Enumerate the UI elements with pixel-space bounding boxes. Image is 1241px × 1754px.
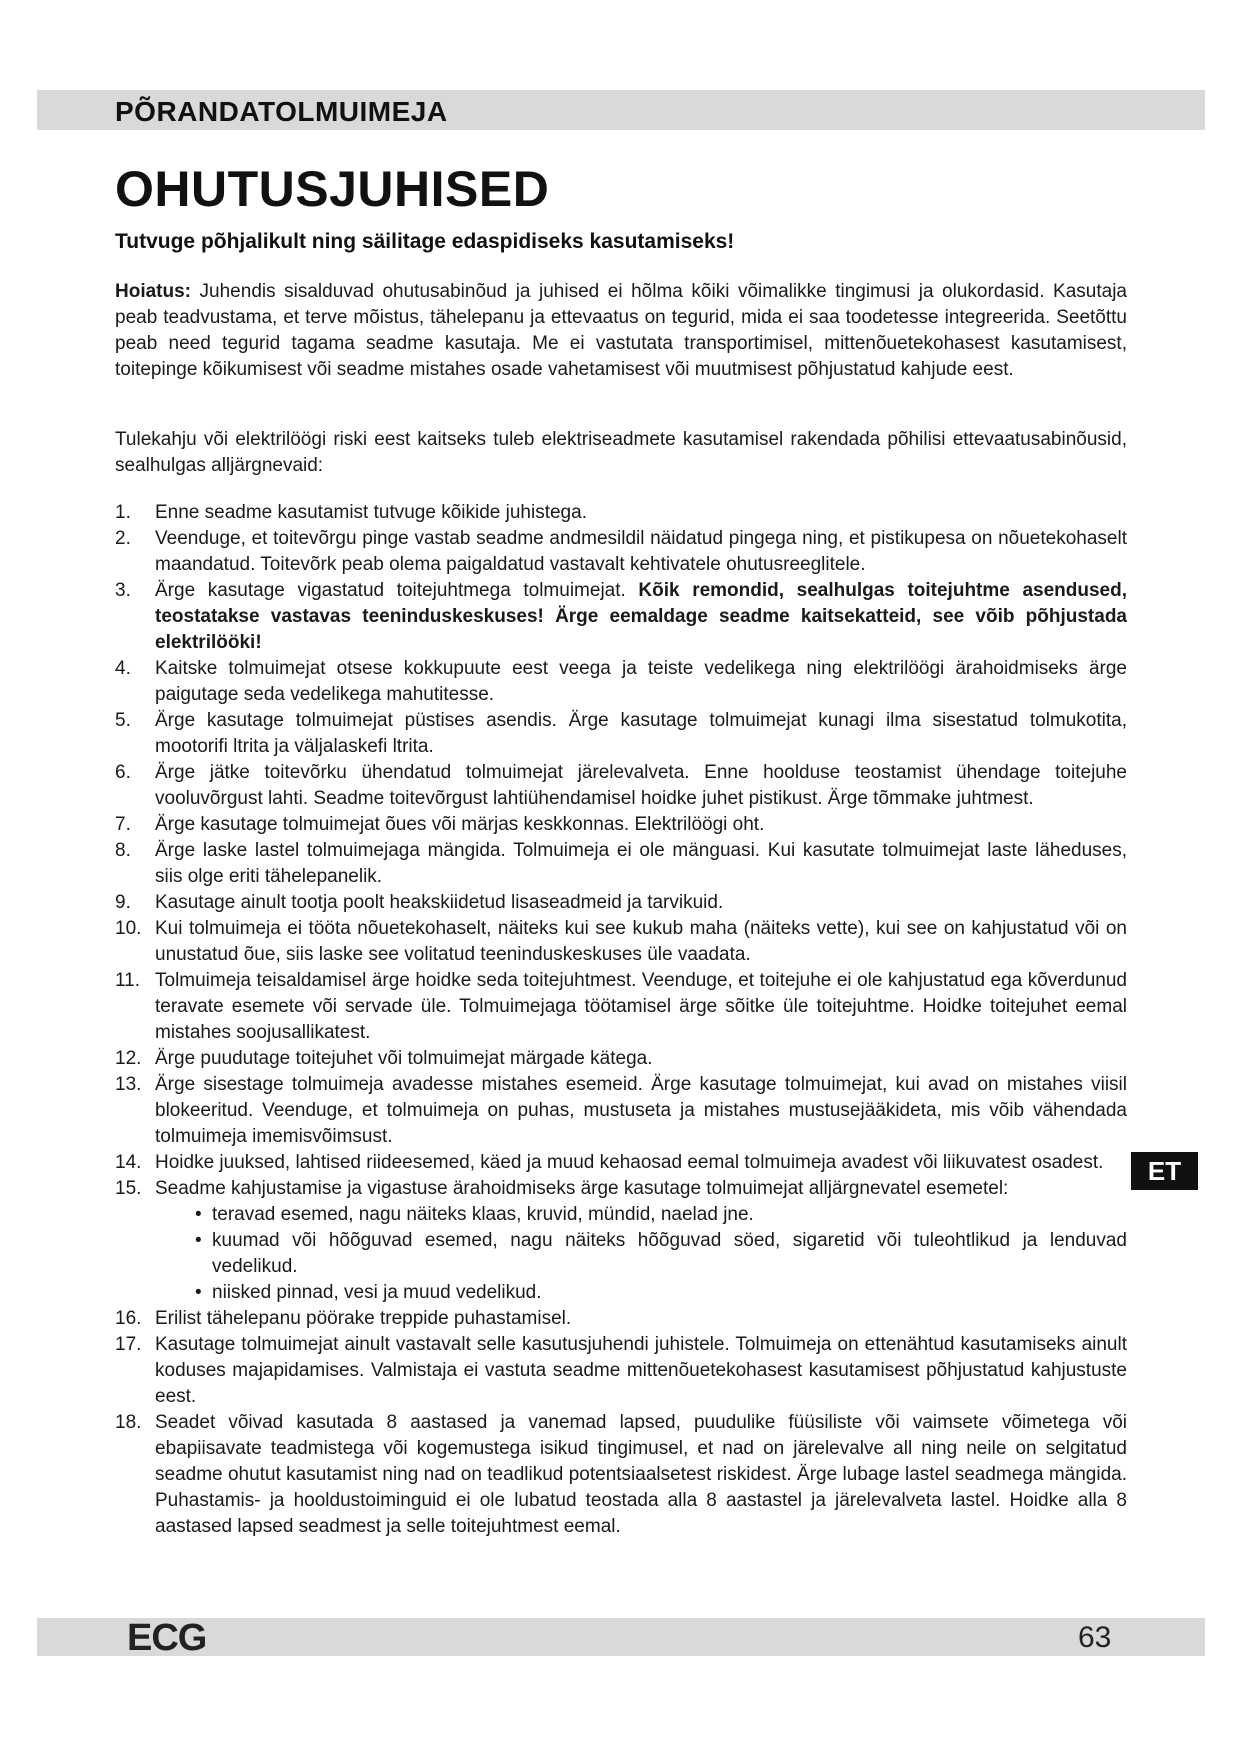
rule-item: 14. Hoidke juuksed, lahtised riideesemed, käed ja muud kehaosad eemal tolmuimeja avadest või liikuvatest osadest. [115,1152,1104,1173]
footer-bar [37,1618,1205,1656]
rule-item: 8. Ärge laske lastel tolmuimejaga mängida. Tolmuimeja ei ole mänguasi. Kui kasutate tolmuimejat laste läheduses, siis olge eriti tähelepanelik. [115,840,1127,887]
rule-item: 5. Ärge kasutage tolmuimejat püstises asendis. Ärge kasutage tolmuimejat kunagi ilma sisestatud tolmukotita, mootorifi ltrita ja väljalaskefi ltrita. [115,710,1127,757]
warning-paragraph [115,279,1127,383]
brand-logo: ECG [127,1617,207,1659]
rule-item: 9. Kasutage ainult tootja poolt heakskiidetud lisaseadmeid ja tarvikuid. [115,892,724,913]
intro-paragraph: Tulekahju või elektrilöögi riski eest kaitseks tuleb elektriseadmete kasutamisel rakendada põhilisi ettevaatusabinõusid, sealhulgas alljärgnevaid: [115,429,1127,476]
bullet-item: • kuumad või hõõguvad esemed, nagu näiteks hõõguvad söed, sigaretid või tuleohtlikud ja lenduvad vedelikud. [195,1230,1127,1277]
rule-item: 13. Ärge sisestage tolmuimeja avadesse mistahes esemeid. Ärge kasutage tolmuimejat, kui avad on mistahes viisil blokeeritud. Veenduge, et tolmuimeja on puhas, mustuseta ja mistahes mustusejääkideta, mis võib vähendada tolmuimeja imemisvõimsust. [115,1074,1127,1147]
rule-item: 2. Veenduge, et toitevõrgu pinge vastab seadme andmesildil näidatud pingega ning, et pistikupesa on nõuetekohaselt maandatud. Toitevõrk peab olema paigaldatud vastavalt kehtivatele ohutusreeglitele. [115,528,1127,575]
rule-item: 11. Tolmuimeja teisaldamisel ärge hoidke seda toitejuhtmest. Veenduge, et toitejuhe ei ole kahjustatud ega kõverdunud teravate esemete või servade üle. Tolmuimejaga töötamisel ärge sõitke üle toitejuhtme. Hoidke toitejuhet eemal mistahes soojusallikatest. [115,970,1127,1043]
bullet-item: • niisked pinnad, vesi ja muud vedelikud. [155,1280,1127,1306]
bullet-icon: • [195,1282,202,1303]
rule-item: 17. Kasutage tolmuimejat ainult vastavalt selle kasutusjuhendi juhistele. Tolmuimeja on ettenähtud kasutamiseks ainult koduses majapidamises. Valmistaja ei vastuta seadme mittenõuetekohasest kasutamisest põhjustatud kahjustuste eest. [115,1334,1127,1407]
rule-item: 10. Kui tolmuimeja ei tööta nõuetekohaselt, näiteks kui see kukub maha (näiteks vette), kui see on kahjustatud või on unustatud õue, siis laske see volitatud teeninduskeskuses üle vaadata. [115,918,1127,965]
subtitle: Tutvuge põhjalikult ning säilitage edaspidiseks kasutamiseks! [115,230,735,253]
bullet-item: • teravad esemed, nagu näiteks klaas, kruvid, mündid, naelad jne. [155,1202,1127,1228]
warning-text: Juhendis sisalduvad ohutusabinõud ja juhised ei hõlma kõiki võimalikke tingimusi ja olukordasid. Kasutaja peab teadvustama, et terve mõistus, tähelepanu ja ettevaatus on tegurid, mida ei saa toodetesse integreerida. Seetõttu peab need tegurid tagama seadme kasutaja. Me ei vastutata transportimisel, mittenõuetekohasest kasutamisest, toitepinge kõikumisest või seadme mistahes osade vahetamisest või muutmisest põhjustatud kahjude eest. [115,281,1127,380]
safety-rules-list [115,500,1127,1540]
rule-item: 4. Kaitske tolmuimejat otsese kokkupuute eest veega ja teiste vedelikega ning elektrilöögi ärahoidmiseks ärge paigutage seda vedelikega mahutitesse. [115,658,1127,705]
page-title: OHUTUSJUHISED [115,161,550,217]
bullet-icon: • [195,1230,202,1251]
rule-item: 16. Erilist tähelepanu pöörake treppide puhastamisel. [115,1308,572,1329]
rule-item: 12. Ärge puudutage toitejuhet või tolmuimejat märgade kätega. [115,1048,653,1069]
rule-item: 6. Ärge jätke toitevõrku ühendatud tolmuimejat järelevalveta. Enne hoolduse teostamist ühendage toitejuhe vooluvõrgust lahti. Seadme toitevõrgust lahtiühendamisel hoidke juhet pistikust. Ärge tõmmake juhtmest. [115,762,1127,809]
section-title: PÕRANDATOLMUIMEJA [115,96,448,127]
bullet-icon: • [195,1204,202,1225]
language-tab: ET [1131,1152,1198,1190]
page-number: 63 [1078,1621,1112,1654]
warning-label: Hoiatus: [115,281,191,302]
rule-item: 1. Enne seadme kasutamist tutvuge kõikide juhistega. [115,502,587,523]
rule-item: 3. Ärge kasutage vigastatud toitejuhtmega tolmuimejat. Kõik remondid, sealhulgas toitejuhtme asendused, teostatakse vastavas teeninduskeskuses! Ärge eemaldage seadme kaitsekatteid, see võib põhjustada elektrilööki! [115,580,1127,653]
rule-item: 7. Ärge kasutage tolmuimejat õues või märjas keskkonnas. Elektrilöögi oht. [115,814,765,835]
rule-15-bullets [155,1202,1127,1306]
rule-bold-text: Kõik remondid, sealhulgas toitejuhtme asendused, teostatakse vastavas teeninduskeskuses! Ärge eemaldage seadme kaitsekatteid, see võib põhjustada elektrilööki! [155,580,1127,653]
rule-item: 18. Seadet võivad kasutada 8 aastased ja vanemad lapsed, puudulike füüsiliste või vaimsete võimetega või ebapiisavate teadmistega või kogemustega isikud tingimusel, et nad on järelevalve all ning neile on selgitatud seadme ohutut kasutamist ning nad on teadlikud potentsiaalsetest riskidest. Ärge lubage lastel seadmega mängida. Puhastamis- ja hooldustoiminguid ei ole lubatud teostada alla 8 aastastel ja järelevalveta lastel. Hoidke alla 8 aastased lapsed seadmest ja selle toitejuhtmest eemal. [115,1412,1127,1537]
rule-item: 15. Seadme kahjustamise ja vigastuse ärahoidmiseks ärge kasutage tolmuimejat alljärgnevatel esemetel: • teravad esemed, nagu näiteks klaas, kruvid, mündid, naelad jne. • kuumad või hõõguvad esemed, nagu näiteks hõõguvad söed, sigaretid või tuleohtlikud ja lenduvad vedelikud. • niisked pinnad, vesi ja muud vedelikud. [115,1176,1127,1306]
